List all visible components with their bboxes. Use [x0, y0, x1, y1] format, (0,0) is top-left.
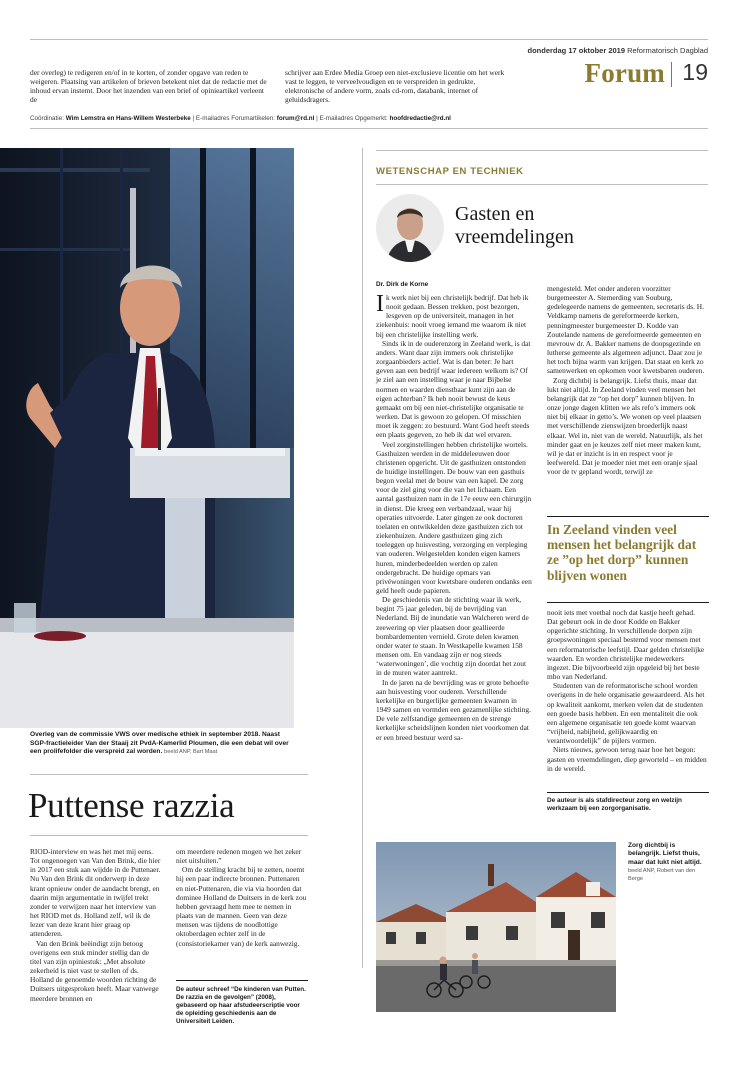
- paragraph: In de jaren na de bevrijding was er grote behoefte aan huisvesting voor ouderen. Verschillende kerkelijke en burgerlijke gemeenten kwamen in 1949 samen en vormden een gezamenlijke stichting. De vele zelfstandige gemeenten en de strenge kerkelijke scheidslijnen konden niet voorkomen dat er een breed bestuur werd sa-: [376, 677, 531, 742]
- top-rule: [30, 39, 708, 40]
- coordination-names: Wim Lemstra en Hans-Willem Westerbeke: [65, 115, 191, 122]
- puttense-column-2: [176, 847, 308, 948]
- newspaper-name: Reformatorisch Dagblad: [627, 46, 708, 55]
- debate-photo-image: [0, 148, 294, 728]
- debate-photo-caption: [30, 731, 292, 757]
- coordination-label: Coördinatie:: [30, 115, 64, 122]
- paragraph: om meerdere redenen mogen we het zeker niet uitsluiten.”: [176, 847, 302, 866]
- paragraph: Sinds ik in de ouderenzorg in Zeeland werk, is dat anders. Want daar zijn immers ook christelijke zorgaanbieders actief. Wat is dan beter: Je hart geven aan een bedrijf waar iedereen welkom is? Of je ziel aan een instelling waar je naar Bijbelse normen en waarden dienstbaar kunt zijn aan de eigen achterban? Ik heb nooit bewust de keus gemaakt om bij een niet-christelijke organisatie te werken. Dat is gewoon zo gelopen. Of misschien moet ik zeggen: zo bestuurd. Want God heeft steeds een plaats gegeven, zo heb ik dat wel ervaren.: [376, 338, 531, 440]
- disclaimer-right-text: schrijver aan Erdee Media Groep een niet-exclusieve licentie om het werk vast te leggen, te verveelvoudigen en te verspreiden in gedrukte, elektronische of andere vorm, zoals cd-rom, databank, internet of geluidsdragers.: [285, 68, 505, 105]
- date-line: [470, 46, 708, 55]
- paragraph: Om de stelling kracht bij te zetten, noemt hij een paar indirecte bronnen. Puttenaren en niet-Puttenaren, die via via hoorden dat dominee Holland de Duitsers in de kerk zou hebben gevraagd hem mee te nemen in plaats van de mannen. Geen van deze mensen was tijdens de noodlottige oktoberdagen echter zelf in de (consistoriekamer van) de kerk aanwezig.: [176, 865, 307, 948]
- puttense-author-rule: [176, 980, 308, 981]
- debate-photo: [0, 148, 294, 728]
- village-photo: [376, 842, 616, 1012]
- paragraph: mengesteld. Met onder anderen voorzitter burgemeester A. Stemerding van Souburg, gedelegeerde namens de gemeenten, secretaris ds. H. Veldkamp namens de gereformeerde kerken, penningmeester burgemeester D. Kodde van Zoutelande namens de gereformeerde gemeenten en mevrouw dr. A. Bakker namens de doopsgezinde en lutherse gemeente als algemeen adjunct. Daar zou je het toch bijna warm van krijgen. Dat staat en kerk zo samenwerken en opkomen voor kwetsbaren ouderen.: [547, 284, 705, 376]
- article-author-note: De auteur is als stafdirecteur zorg en welzijn werkzaam bij een zorgorganisatie.: [547, 797, 682, 813]
- email-opgemerkt-link[interactable]: hoofdredactie@rd.nl: [389, 115, 451, 122]
- puttense-author-note: De auteur schreef “De kinderen van Putten. De razzia en de gevolgen” (2008), gebaseerd op haar afstudeerscriptie voor de opleiding geschiedenis aan de Universiteit Leiden.: [176, 986, 306, 1025]
- section-name: Forum: [584, 58, 665, 88]
- coordination-line: [30, 115, 630, 122]
- paragraph: Studenten van de reformatorische school worden overigens in de hele organisatie gewaardeerd. Als het op kwaliteit aankomt, merken velen dat de studenten een goede basis hebben. En een mentaliteit die ook een algemene organisatie ten goede komt waarvan “vrijheid, nabijheid, gelijkwaardig en verantwoordelijk” de pijlers vormen.: [547, 681, 705, 746]
- article-author: Dr. Dirk de Korne: [376, 281, 429, 288]
- article-author-rule: [547, 792, 709, 793]
- puttense-title: Puttense razzia: [28, 786, 235, 825]
- disclaimer-left-text: der overleg) te redigeren en/of in te korten, of zonder opgave van reden te weigeren. Plaatsing van artikelen of brieven betekent niet dat de redactie met de inhoud ervan instemt. Door het inzenden van een brief of opinieartikel verleent de: [30, 68, 267, 105]
- author-portrait-image: [376, 194, 444, 262]
- puttense-title-rule: [30, 835, 308, 836]
- village-caption-text: Zorg dichtbij is belangrijk. Liefst thuis, maar dat lukt niet altijd.: [628, 842, 702, 866]
- debate-photo-credit: beeld ANP, Bart Maat: [164, 749, 218, 756]
- paragraph: nooit iets met voetbal noch dat kastje heeft gehad. Dat gebeurt ook in de door Kodde en Bakker opgerichte stichting. In verschillende dorpen zijn groepswoningen speciaal bestemd voor mensen met een reformatorische leefstijl. Daar gelden christelijke waarden. En worden christelijke medewerkers ingezet. Die bijvoorbeeld zijn opgeleid bij het beste mbo van Nederland.: [547, 608, 705, 682]
- article-column-2: [547, 284, 707, 476]
- email-forum-link[interactable]: forum@rd.nl: [276, 115, 315, 122]
- article-intro: [376, 293, 532, 339]
- author-portrait: [376, 194, 444, 262]
- paragraph: Niets nieuws, gewoon terug naar hoe het begon: gasten en vreemdelingen, diep geworteld – en midden in de wereld.: [547, 745, 707, 773]
- masthead-divider: [671, 62, 672, 87]
- paragraph: RIOD-interview en was het met mij eens. Tot ongenoegen van Van den Brink, die hier in 2017 een stuk aan wijdde in de Puttenaer. Nu Van den Brink dit onderwerp in deze krant opnieuw onder de aandacht brengt, en daarin mijn argumentatie in twijfel trekt zonder te verwijzen naar het interview van het RIOD met ds. Holland zelf, wil ik de lezer van deze krant hier graag op attenderen.: [30, 847, 161, 939]
- disclaimer-left: [30, 68, 271, 105]
- paragraph: Veel zorginstellingen hebben christelijke wortels. Gasthuizen werden in de middeleeuwen door christenen opgericht. Uit de gasthuizen ontstonden de huidige instellingen. De bouw van een gasthuis begon veelal met de bouw van een kapel. De zorg voor de ziel ging voor die van het lichaam. Een aantal gasthuizen nam in de 17e eeuw een chirurgijn in dienst. Die kreeg een verbandzaal, waar hij operaties uitvoerde. Later gingen ze ook doctoren toelaten en ontwikkelden deze gasthuizen zich tot ziekenhuizen. Andere gasthuizen ging zich toeleggen op huisvesting, verzorging en verpleging van ouderen. Welgestelden konden eigen kamers huren, minderbedeelden werden op zalen ondergebracht. De huidige opmars van privéwoningen voor kwetsbare ouderen ondanks een geld heeft oude papieren.: [376, 439, 532, 595]
- paragraph: De geschiedenis van de stichting waar ik werk, begint 75 jaar geleden, bij de bevrijding van Nederland. Bij de inundatie van Walcheren werd de zeewering op vier plaatsen door geallieerde bombardementen vernield. Grote delen kwamen onder water te staan. In Westkapelle kwamen 158 mensen om. En vandaag zijn er nog steeds ‘waterwoningen’, die vochtig zijn doordat het zout in de muren water aantrekt.: [376, 595, 529, 678]
- disclaimer-right: [285, 68, 515, 105]
- debate-caption-text: Overleg van de commissie VWS over medische ethiek in september 2018. Naast SGP-fractieleider Van der Staaij zit PvdA-Kamerlid Ploumen, die een debat wil over een prolifefolder die verspreid zal worden.: [30, 731, 289, 756]
- paragraph: Van den Brink beëindigt zijn betoog overigens een stuk minder stellig dan de titel van zijn opiniestuk: „Met absolute zekerheid is niet vast te stellen of ds. Holland de genoemde woorden richting de Duitsers uitgesproken heeft. Maar vanwege meerdere bronnen en: [30, 938, 159, 1003]
- article-column-2-continued: [547, 608, 707, 773]
- left-section-rule: [30, 774, 308, 775]
- header-bottom-rule: [30, 128, 708, 129]
- article-label-rule: [376, 184, 708, 185]
- article-section-label: WETENSCHAP EN TECHNIEK: [376, 166, 524, 177]
- article-title: Gasten en vreemdelingen: [455, 203, 574, 248]
- intro-text: k werk niet bij een christelijk bedrijf. Dat heb ik nooit gedaan. Bessen trekken, post bezorgen, lesgeven op de universiteit, managen in het ziekenhuis: nooit vroeg iemand me waarom ik niet bij een christelijke instelling werk.: [376, 293, 529, 339]
- pull-quote: In Zeeland vinden veel mensen het belangrijk dat ze ”op het dorp” kunnen blijven wonen: [547, 522, 697, 583]
- village-photo-caption: [628, 842, 710, 883]
- issue-date: donderdag 17 oktober 2019: [527, 46, 626, 55]
- article-top-rule: [376, 150, 708, 151]
- article-column-1: [376, 293, 532, 742]
- section-masthead: [560, 58, 710, 94]
- email-label-opgemerkt: | E-mailadres Opgemerkt:: [316, 115, 388, 122]
- quote-bottom-rule: [547, 602, 709, 603]
- drop-cap: I: [376, 291, 384, 317]
- column-divider: [362, 148, 363, 968]
- paragraph: Zorg dichtbij is belangrijk. Liefst thuis, maar dat lukt niet altijd. In Zeeland vinden veel mensen het belangrijk dat ze “op het dorp” kunnen blijven. In onze jonge dagen klitten we als refo’s immers ook niet bij elkaar in getto’s. We wonen op veel plaatsen met verschillende zienswijzen broederlijk naast elkaar. Wel in, niet van de wereld. Natuurlijk, als het minder gaat en je keuzes zelf niet meer maken kunt, wil je dat er inzicht is in en respect voor je leefwereld. Dat je moeder niet met een oranje sjaal voor de tv gepland wordt, terwijl ze: [547, 375, 703, 477]
- village-photo-credit: beeld ANP, Robert van den Berge: [628, 867, 696, 883]
- email-label-forum: | E-mailadres Forumartikelen:: [192, 115, 276, 122]
- village-photo-image: [376, 842, 616, 1012]
- page-number: 19: [682, 59, 708, 85]
- puttense-column-1: [30, 847, 162, 1003]
- quote-top-rule: [547, 516, 709, 517]
